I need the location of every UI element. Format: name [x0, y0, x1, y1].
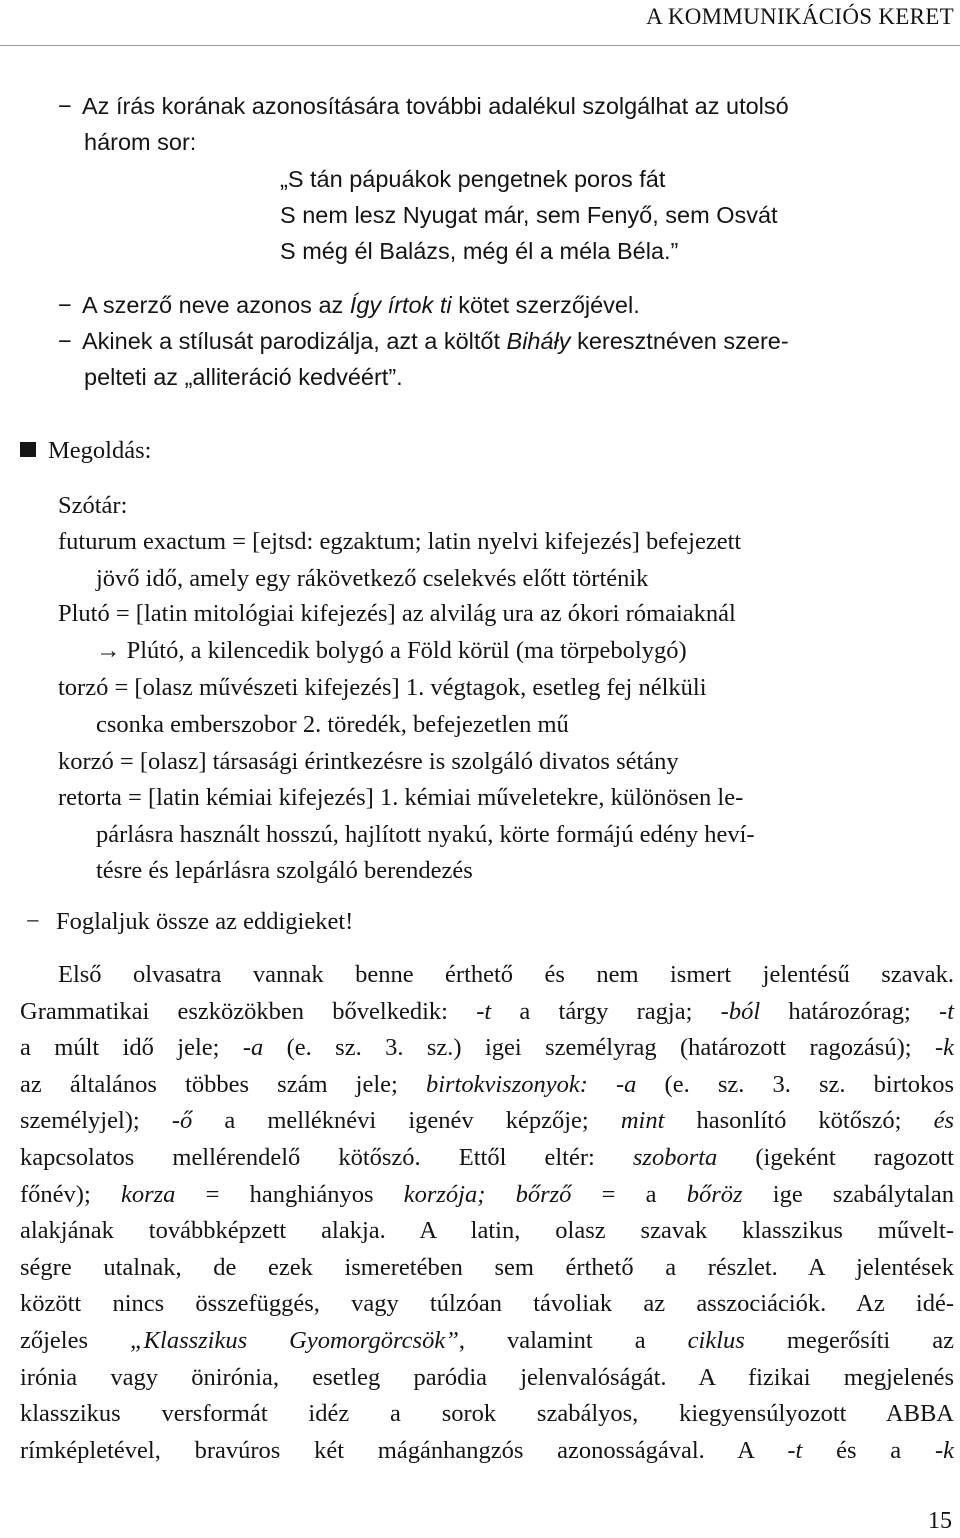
intro-line-1: Az írás korának azonosítására további adalékul szolgálhat az utolsó [82, 93, 789, 119]
entry-line: futurum exactum = [ejtsd: egzaktum; latin nyelvi kifejezés] befejezett [58, 528, 742, 555]
text: (igeként ragozott [717, 1143, 954, 1171]
parody-paragraph [58, 323, 789, 359]
analysis-line: alakjának továbbképzett alakja. A latin, olasz szavak klasszikus művelt- [20, 1217, 954, 1245]
text: zőjeles [20, 1326, 131, 1354]
suffix: -t [476, 997, 492, 1025]
entry-line: jövő idő, amely egy rákövetkező cselekvés előtt történik [96, 564, 649, 592]
author-paragraph [58, 287, 640, 323]
solution-label: Megoldás: [48, 437, 152, 464]
entry-line: párlásra használt hosszú, hajlított nyakú, körte formájú edény heví- [96, 820, 755, 848]
term: bőröz [686, 1180, 743, 1208]
dash-marker: − [58, 292, 72, 318]
header-rule [0, 45, 960, 46]
suffix: -t [787, 1436, 803, 1464]
analysis-line [20, 1067, 954, 1104]
solution-heading [20, 433, 151, 469]
text: és a [802, 1436, 935, 1464]
parody-text: Akinek a stílusát parodizálja, azt a költőt [82, 328, 507, 354]
analysis-line [20, 1140, 954, 1177]
entry-line: korzó = [olasz] társasági érintkezésre is szolgáló divatos sétány [58, 748, 679, 775]
dictionary-entry-torzo [58, 670, 954, 743]
text: (e. sz. 3. sz. birtokos [636, 1070, 954, 1098]
dictionary-entry-korzo [58, 744, 954, 781]
term: birtokviszonyok: -a [425, 1070, 637, 1098]
analysis-line: irónia vagy önirónia, esetleg paródia jelenvalóságát. A fizikai megjelenés [20, 1363, 954, 1391]
text: , valamint a [458, 1326, 688, 1354]
square-bullet-icon [20, 442, 36, 457]
quote-line-2: S nem lesz Nyugat már, sem Fenyő, sem Osvát [280, 202, 778, 228]
dash-marker: − [26, 908, 40, 935]
parody-name: Biháły [506, 328, 571, 354]
text: személyjel); [20, 1107, 172, 1135]
analysis-line [20, 1433, 954, 1470]
summary-prompt-text: Foglaljuk össze az eddigieket! [56, 908, 354, 935]
dash-marker: − [58, 328, 72, 354]
analysis-line: között nincs összefüggés, vagy túlzóan távoliak az asszociációk. Az idé- [20, 1290, 954, 1318]
analysis-paragraph [20, 957, 954, 1469]
text: a tárgy ragja; [491, 997, 721, 1025]
term: korzója; bőrző [403, 1180, 572, 1208]
text: határozórag; [760, 997, 940, 1025]
entry-line: retorta = [latin kémiai kifejezés] 1. kémiai műveletekre, különösen le- [58, 784, 744, 811]
text: főnév); [20, 1180, 121, 1208]
page-number: 15 [928, 1508, 952, 1534]
term: korza [120, 1180, 176, 1208]
author-text: A szerző neve azonos az [82, 292, 350, 318]
text: (e. sz. 3. sz.) igei személyrag (határozott ragozású); [263, 1034, 935, 1062]
suffix: -k [934, 1436, 954, 1464]
dash-marker: − [58, 93, 72, 119]
intro-line-2: három sor: [84, 129, 197, 155]
text: a múlt idő jele; [20, 1034, 243, 1062]
dictionary-entry-futurum [58, 524, 954, 597]
text: ige szabálytalan [742, 1180, 954, 1208]
quote-line-3: S még él Balázs, még él a méla Béla.” [280, 238, 679, 264]
running-header: A KOMMUNIKÁCIÓS KERET [646, 4, 954, 29]
analysis-line: ségre utalnak, de ezek ismeretében sem érthető a részlet. A jelentések [20, 1253, 954, 1281]
text: rímképletével, bravúros két mágánhangzós azonosságával. A [20, 1436, 788, 1464]
analysis-line: Első olvasatra vannak benne érthető és nem ismert jelentésű szavak. [58, 961, 954, 988]
suffix: -t [939, 997, 954, 1025]
analysis-line [20, 1103, 954, 1140]
text: megerősíti az [744, 1326, 955, 1354]
term: és [933, 1107, 954, 1135]
parody-text-end: keresztnéven szere- [570, 328, 789, 354]
entry-line: csonka emberszobor 2. töredék, befejezetlen mű [96, 710, 569, 738]
analysis-line: klasszikus versformát idéz a sorok szabályos, kiegyensúlyozott ABBA [20, 1400, 954, 1428]
suffix: -a [242, 1034, 264, 1062]
text: hasonlító kötőszó; [664, 1107, 934, 1135]
term: „Klasszikus Gyomorgörcsök” [130, 1326, 459, 1354]
parody-line-2: pelteti az „alliteráció kedvéért”. [84, 364, 403, 390]
dictionary-title: Szótár: [58, 492, 128, 519]
text: = a [571, 1180, 687, 1208]
dictionary-entry-retorta [58, 780, 954, 890]
term: szoborta [632, 1143, 718, 1171]
analysis-line [20, 994, 954, 1031]
suffix: -ból [720, 997, 761, 1025]
dictionary-entry-pluto [58, 596, 954, 669]
suffix: -k [934, 1034, 954, 1062]
quote-line-1: „S tán pápuákok pengetnek poros fát [280, 166, 666, 192]
author-text-end: kötet szerzőjével. [451, 292, 640, 318]
text: a melléknévi igenév képzője; [192, 1107, 621, 1135]
text: az általános többes szám jele; [20, 1070, 426, 1098]
term: ciklus [687, 1326, 745, 1354]
text: kapcsolatos mellérendelő kötőszó. Ettől eltér: [20, 1143, 633, 1171]
text: = hanghiányos [175, 1180, 404, 1208]
analysis-line [20, 1323, 954, 1360]
suffix: -ő [171, 1107, 193, 1135]
text: Grammatikai eszközökben bővelkedik: [20, 997, 477, 1025]
entry-line: Plutó = [latin mitológiai kifejezés] az alvilág ura az ókori rómaiaknál [58, 600, 736, 627]
entry-line: tésre és lepárlásra szolgáló berendezés [96, 857, 473, 884]
term: mint [620, 1107, 665, 1135]
intro-paragraph [58, 88, 958, 124]
summary-prompt [26, 904, 353, 940]
entry-line: → Plútó, a kilencedik bolygó a Föld körül (ma törpebolygó) [96, 636, 687, 664]
analysis-line [20, 1030, 954, 1067]
author-title: Így írtok ti [349, 292, 452, 318]
entry-line: torzó = [olasz művészeti kifejezés] 1. végtagok, esetleg fej nélküli [58, 674, 707, 701]
analysis-line [20, 1177, 954, 1214]
